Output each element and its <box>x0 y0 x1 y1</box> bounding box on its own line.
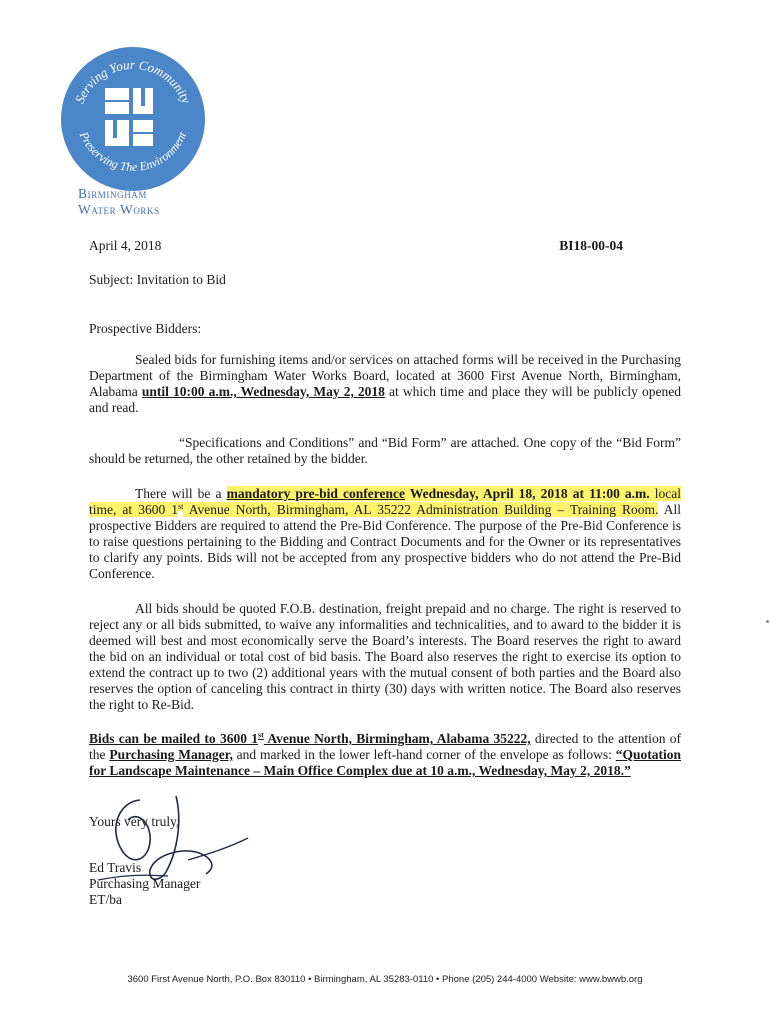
bid-deadline: until 10:00 a.m., Wednesday, May 2, 2018 <box>141 384 385 399</box>
paragraph-pre-bid-conference: There will be a mandatory pre-bid conference Wednesday, April 18, 2018 at 11:00 a.m. local time, at 3600 1st Avenue North, Birmingham, AL 35222 Administration Building – Training Room. All prospective Bidders are required to attend the Pre-Bid Conference. The purpose of the Pre-Bid Conference is to raise questions pertaining to the Bidding and Contract Documents and for the Owner or its representatives to clarify any points. Bids will not be accepted from any prospective bidders who do not attend the Pre-Bid Conference. <box>89 486 681 581</box>
bww-logo <box>58 44 208 194</box>
letter-date: April 4, 2018 <box>89 238 162 253</box>
signer-name: Ed Travis <box>89 860 142 875</box>
conference-location: Avenue North, Birmingham, AL 35222 Administration Building – Training Room. <box>183 502 659 517</box>
paragraph-bid-deadline: Sealed bids for furnishing items and/or services on attached forms will be received in the Purchasing Department of the Birmingham Water Works Board, located at 3600 First Avenue North, Birmingham, Alabama until 10:00 a.m., Wednesday, May 2, 2018 at which time and place they will be publicly opened and read. <box>89 352 681 415</box>
closing: Yours very truly, <box>89 814 180 829</box>
signer-initials: ET/ba <box>89 892 122 907</box>
paragraph-attachments: “Specifications and Conditions” and “Bid Form” are attached. One copy of the “Bid Form” should be returned, the other retained by the bidder. <box>89 435 681 466</box>
signer-title: Purchasing Manager <box>89 876 201 891</box>
footer-address: 3600 First Avenue North, P.O. Box 830110 • Birmingham, AL 35283-0110 • Phone (205) 244-4000 Website: www.bwwb.org <box>127 974 643 985</box>
logo-arc-top-text: Serving Your Community <box>71 56 195 106</box>
organization-name <box>78 186 160 218</box>
reference-number: BI18-00-04 <box>559 238 623 253</box>
subject-line: Subject: Invitation to Bid <box>89 272 226 287</box>
salutation: Prospective Bidders: <box>89 321 202 336</box>
conference-time: Wednesday, April 18, 2018 at 11:00 a.m. <box>405 486 650 501</box>
organization-name-line2: Water Works <box>78 202 160 217</box>
organization-name-line1: Birmingham <box>78 186 148 201</box>
quotation-title: “Quotation for Landscape Maintenance – Main Office Complex due at 10 a.m., Wednesday, May 2, 2018.” <box>89 747 681 778</box>
paragraph-bid-terms: All bids should be quoted F.O.B. destination, freight prepaid and no charge. The right is reserved to reject any or all bids submitted, to waive any informalities and technicalities, and to award to the bidder it is deemed will best and most economically serve the Board’s interests. The Board reserves the right to award the bid on an individual or total cost of bid basis. The Board also reserves the right to exercise its option to extend the contract up to two (2) additional years with the mutual consent of both parties and the Board also reserves the option of canceling this contract in thirty (30) days with written notice. The Board also reserves the right to Re-Bid. <box>89 601 681 712</box>
signer-block <box>89 860 200 908</box>
scan-mark <box>766 620 769 623</box>
purchasing-manager-ref: Purchasing Manager, <box>109 747 233 762</box>
paragraph-mailing: Bids can be mailed to 3600 1st Avenue North, Birmingham, Alabama 35222, directed to the attention of the Purchasing Manager, and marked in the lower left-hand corner of the envelope as follows: “Quotation for Landscape Maintenance – Main Office Complex due at 10 a.m., Wednesday, May 2, 2018.” <box>89 730 681 778</box>
mailing-address: Avenue North, Birmingham, Alabama 35222, <box>263 731 531 746</box>
mandatory-conference: mandatory pre-bid conference <box>226 486 405 501</box>
logo-arc-bottom-text: Preserving The Environment <box>76 129 190 175</box>
